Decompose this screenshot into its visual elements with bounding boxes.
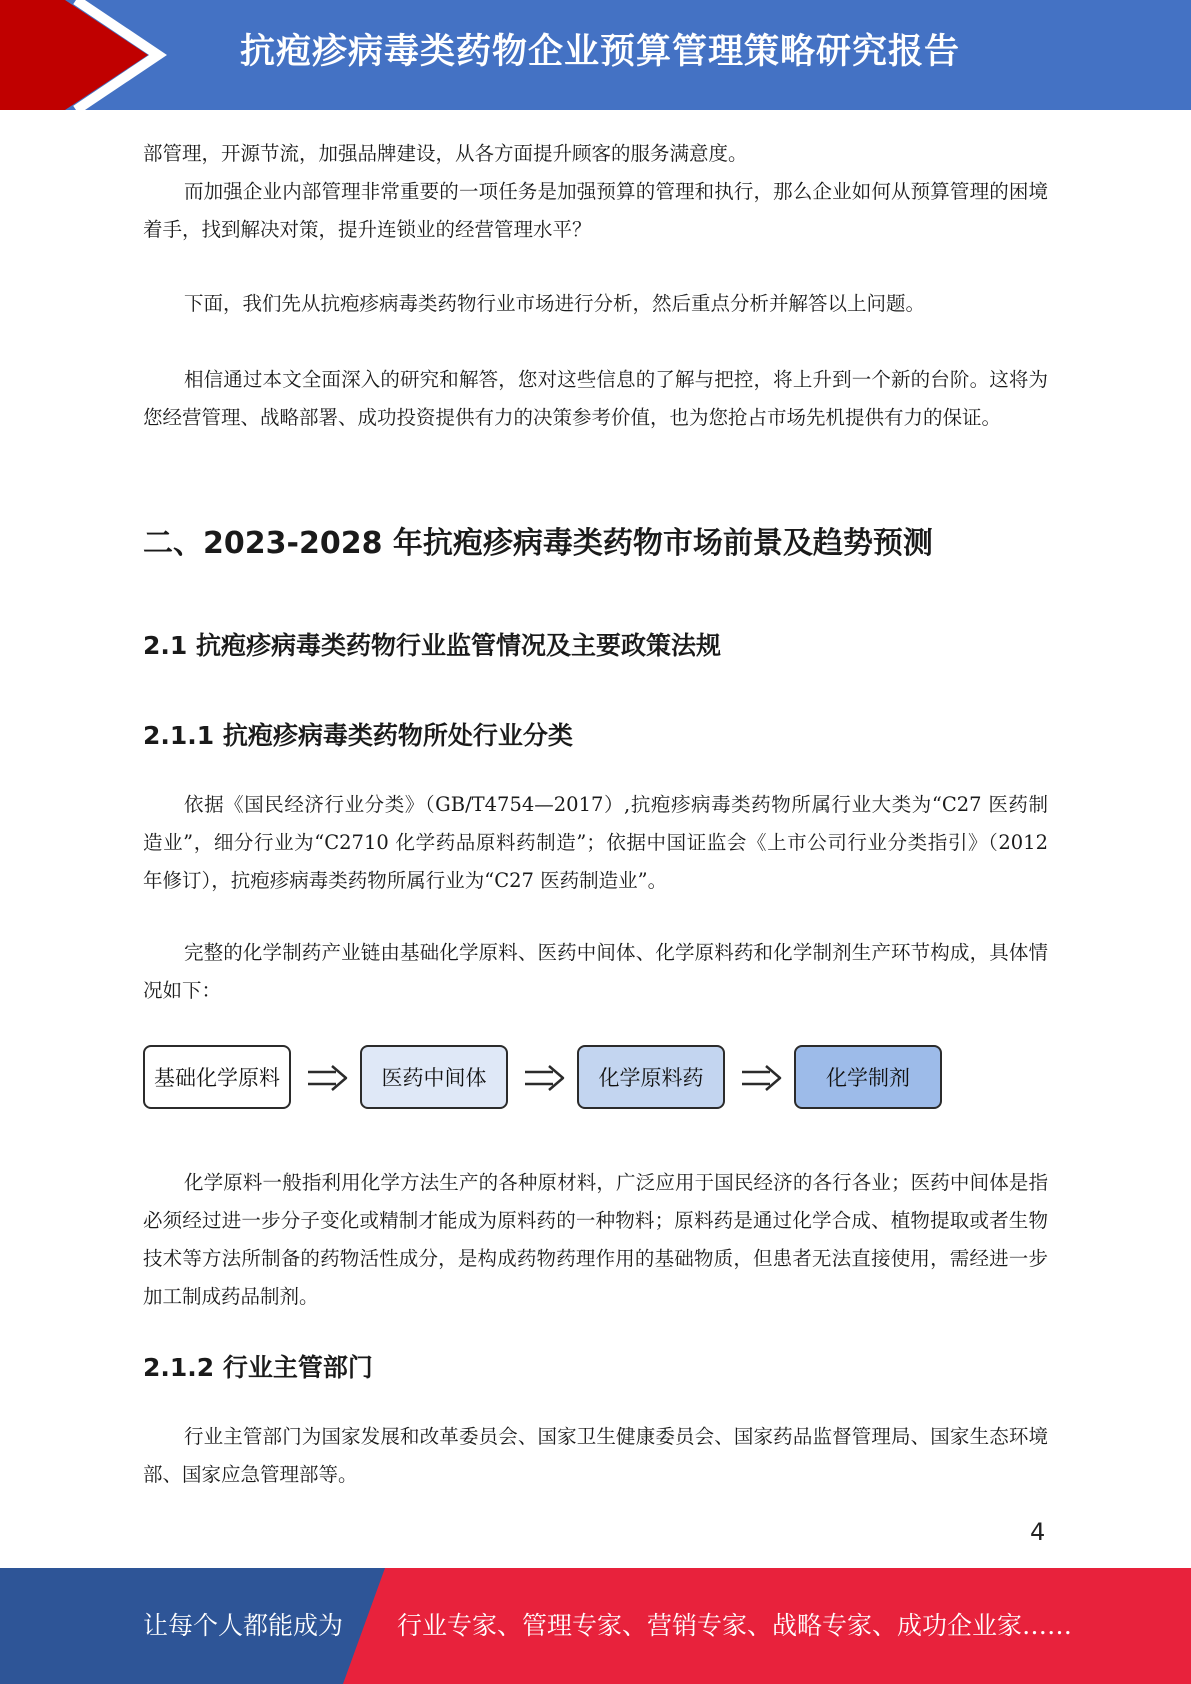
paragraph-intro-end: 部管理，开源节流，加强品牌建设，从各方面提升顾客的服务满意度。	[143, 142, 748, 165]
paragraph-chain-explanation: 化学原料一般指利用化学方法生产的各种原材料，广泛应用于国民经济的各行各业；医药中间体是指必须经过进一步分子变化或精制才能成为原料药的一种物料；原料药是通过化学合成、植物提取或者生物技术等方法所制备的药物活性成分，是构成药物药理作用的基础物质，但患者无法直接使用，需经进一步加工制成药品制剂。	[143, 1171, 1048, 1308]
subsection-heading-2-1-1: 2.1.1 抗疱疹病毒类药物所处行业分类	[143, 721, 573, 750]
footer-slogan-right: 行业专家、管理专家、营销专家、战略专家、成功企业家……	[397, 1611, 1073, 1640]
subsection-heading-2-1-2: 2.1.2 行业主管部门	[143, 1353, 373, 1382]
double-right-arrow-icon	[306, 1063, 350, 1093]
header-chevron-icon	[0, 0, 200, 110]
page-header	[0, 0, 1191, 110]
industry-chain-diagram	[143, 1045, 1048, 1113]
flow-step-formulations	[794, 1045, 942, 1109]
double-right-arrow-icon	[740, 1063, 784, 1093]
flow-step-label: 化学原料药	[598, 1066, 704, 1090]
flow-step-basic-chemicals	[143, 1045, 291, 1109]
subsection-heading-2-1: 2.1 抗疱疹病毒类药物行业监管情况及主要政策法规	[143, 631, 721, 660]
paragraph-industry-chain-intro: 完整的化学制药产业链由基础化学原料、医药中间体、化学原料药和化学制剂生产环节构成，具体情况如下：	[143, 941, 1048, 1002]
flow-step-label: 医药中间体	[381, 1066, 487, 1090]
flow-step-label: 基础化学原料	[154, 1066, 280, 1090]
double-right-arrow-icon	[523, 1063, 567, 1093]
page-footer	[0, 1568, 1191, 1684]
flow-step-api	[577, 1045, 725, 1109]
paragraph-analysis-plan: 下面，我们先从抗疱疹病毒类药物行业市场进行分析，然后重点分析并解答以上问题。	[184, 292, 926, 315]
page-number: 4	[1030, 1518, 1046, 1546]
flow-step-label: 化学制剂	[826, 1066, 910, 1090]
paragraph-industry-classification: 依据《国民经济行业分类》（GB/T4754—2017）,抗疱疹病毒类药物所属行业大类为“C27 医药制造业”，细分行业为“C2710 化学药品原料药制造”；依据中国证监会《上市公司行业分类指引》（2012 年修订），抗疱疹病毒类药物所属行业为“C27 医药制造业”。	[143, 793, 1048, 892]
section-heading-2: 二、2023-2028 年抗疱疹病毒类药物市场前景及趋势预测	[143, 526, 933, 561]
report-title: 抗疱疹病毒类药物企业预算管理策略研究报告	[240, 32, 961, 72]
paragraph-budget-management: 而加强企业内部管理非常重要的一项任务是加强预算的管理和执行，那么企业如何从预算管理的困境着手，找到解决对策，提升连锁业的经营管理水平？	[143, 180, 1048, 241]
flow-step-intermediates	[360, 1045, 508, 1109]
footer-slogan-left: 让每个人都能成为	[143, 1611, 344, 1640]
paragraph-value-statement: 相信通过本文全面深入的研究和解答，您对这些信息的了解与把控，将上升到一个新的台阶。这将为您经营管理、战略部署、成功投资提供有力的决策参考价值，也为您抢占市场先机提供有力的保证。	[143, 368, 1048, 429]
paragraph-regulators: 行业主管部门为国家发展和改革委员会、国家卫生健康委员会、国家药品监督管理局、国家生态环境部、国家应急管理部等。	[143, 1425, 1048, 1486]
